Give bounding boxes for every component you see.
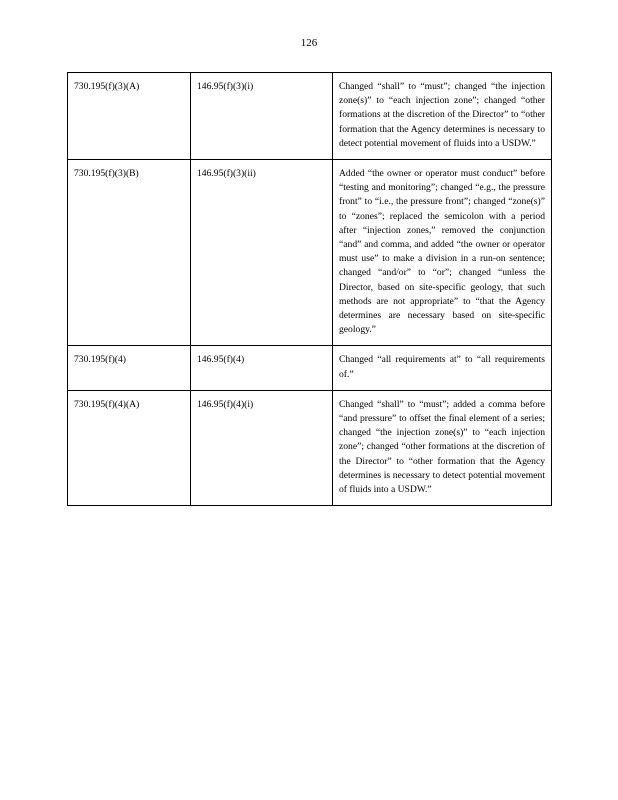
old-section-cell: 730.195(f)(4)(A) [68,390,191,505]
table-row [68,390,552,505]
old-section-cell: 730.195(f)(4) [68,346,191,390]
new-section-cell: 146.95(f)(4) [191,346,333,390]
description-cell: Changed “shall” to “must”; added a comma before “and pressure” to offset the final element of a series; changed “the injection zone(s)” to “each injection zone”; changed “other formations at the discretion of the Director” to “other formation that the Agency determines is necessary to detect potential movement of fluids into a USDW.” [333,390,552,505]
description-cell: Changed “shall” to “must”; changed “the injection zone(s)” to “each injection zone”; changed “other formations at the discretion of the Director” to “other formation that the Agency determines is necessary to detect potential movement of fluids into a USDW.” [333,73,552,160]
new-section-cell: 146.95(f)(3)(ii) [191,160,333,346]
table-row [68,346,552,390]
section-comparison-table [67,72,552,506]
table-row [68,160,552,346]
description-cell: Changed “all requirements at” to “all requirements of.” [333,346,552,390]
old-section-cell: 730.195(f)(3)(B) [68,160,191,346]
new-section-cell: 146.95(f)(4)(i) [191,390,333,505]
new-section-cell: 146.95(f)(3)(i) [191,73,333,160]
page-number: 126 [300,37,318,49]
old-section-cell: 730.195(f)(3)(A) [68,73,191,160]
description-cell: Added “the owner or operator must conduct” before “testing and monitoring”; changed “e.g., the pressure front” to “i.e., the pressure front”; changed “zone(s)” to “zones”; replaced the semicolon with a period after “injection zones,” removed the conjunction “and” and comma, and added “the owner or operator must use” to make a division in a run-on sentence; changed “and/or” to “or”; changed “unless the Director, based on site-specific geology, that such methods are not appropriate” to “that the Agency determines are necessary based on site-specific geology.” [333,160,552,346]
table-row [68,73,552,160]
